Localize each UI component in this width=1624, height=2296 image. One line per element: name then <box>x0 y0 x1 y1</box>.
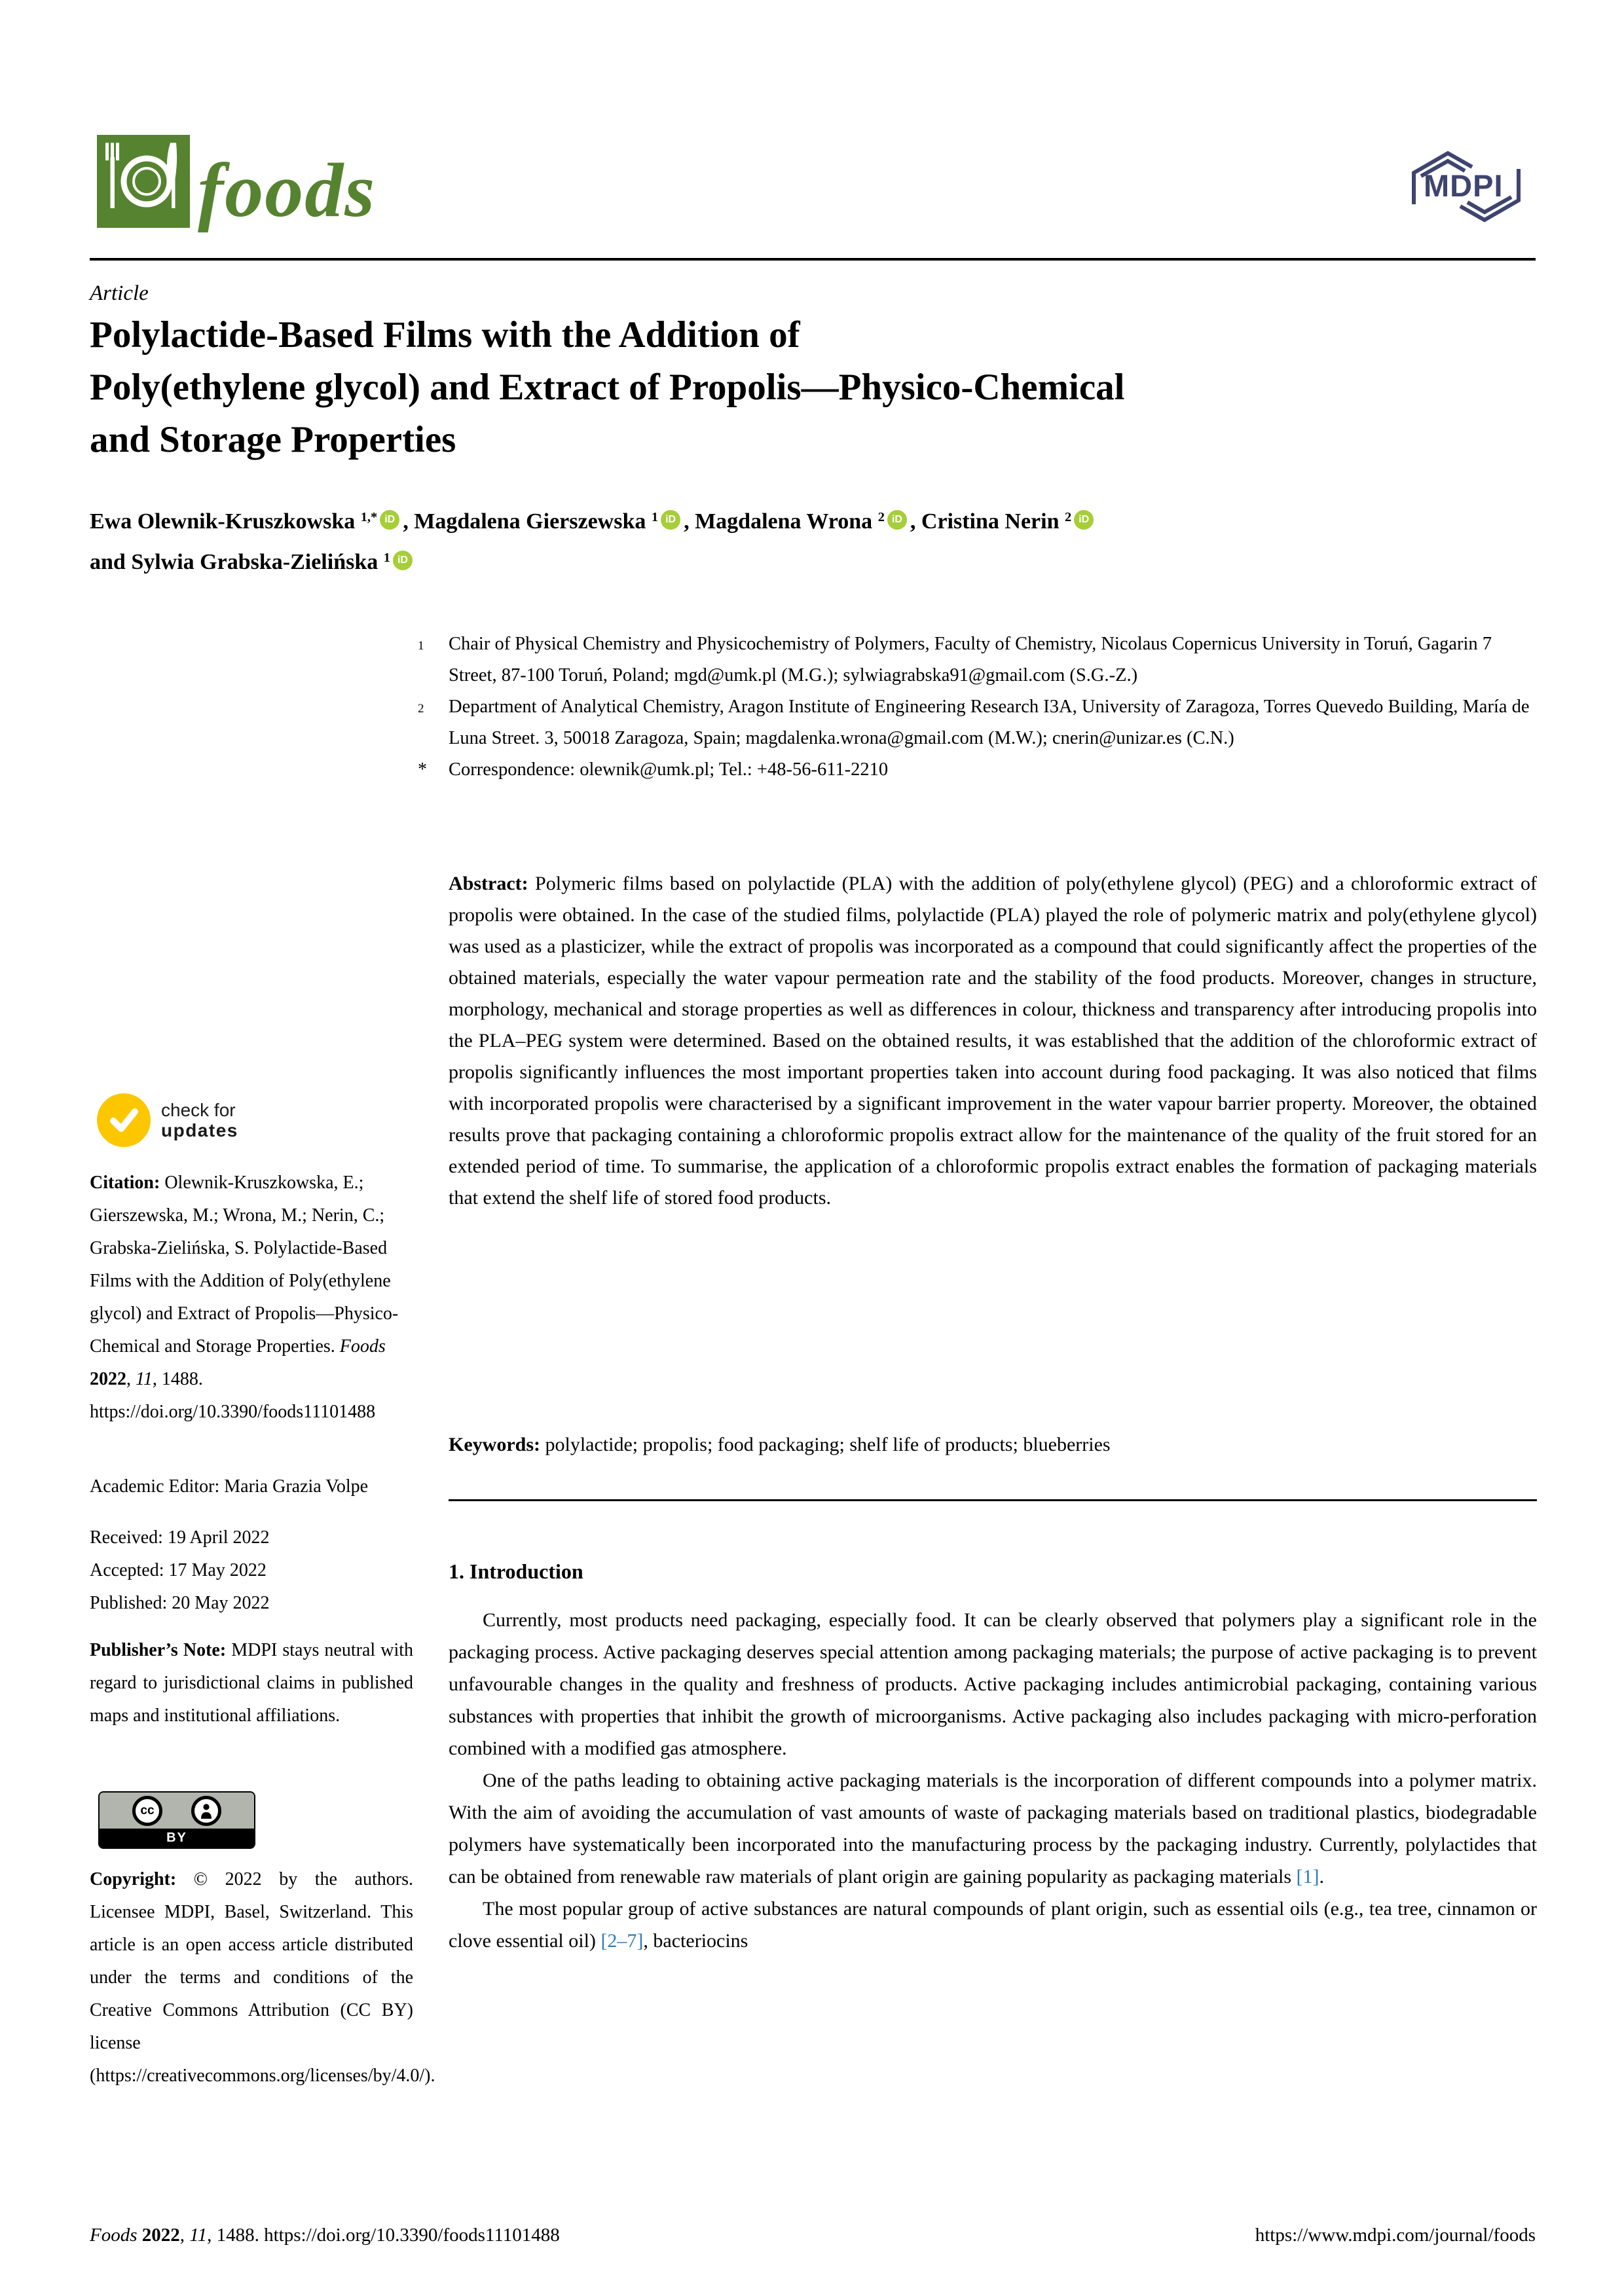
crossmark-label-line-2: updates <box>161 1120 238 1140</box>
section-heading-introduction: 1. Introduction <box>449 1559 583 1583</box>
orcid-icon[interactable]: iD <box>661 510 680 530</box>
published-date: Published: 20 May 2022 <box>90 1593 270 1613</box>
article-title-line-3: and Storage Properties <box>90 419 456 460</box>
foods-logo-icon <box>97 135 190 228</box>
accepted-date: Accepted: 17 May 2022 <box>90 1560 267 1580</box>
publishers-note: Publisher’s Note: MDPI stays neutral with regard to jurisdictional claims in published maps and institutional affiliations. <box>90 1640 414 1726</box>
article-title-line-2: Poly(ethylene glycol) and Extract of Propolis—Physico-Chemical <box>90 367 1125 408</box>
crossmark-label-line-1: check for <box>161 1100 236 1120</box>
person-icon <box>191 1796 221 1826</box>
authors-byline <box>90 503 1576 584</box>
mdpi-logo-icon <box>1408 148 1524 227</box>
reference-link[interactable]: [2–7] <box>600 1930 644 1952</box>
affiliation-marker: 2 <box>418 702 424 716</box>
abstract: Abstract: Polymeric films based on polylactide (PLA) with the addition of poly(ethylene glycol) (PEG) and a chloroformic extract of propolis were obtained. In the case of the studied films, polylactide (PLA) played the role of polymeric matrix and poly(ethylene glycol) was used as a plasticizer, while the extract of propolis was incorporated as a compound that could significantly affect the properties of the obtained materials, especially the water vapour permeation rate and the stability of the food products. Moreover, changes in structure, morphology, mechanical and storage properties as well as differences in colour, thickness and transparency after introducing propolis into the PLA–PEG system were determined. Based on the obtained results, it was established that the addition of the chloroformic extract of propolis significantly influences the most important properties taken into account during food packaging. It was also noticed that films with incorporated propolis were characterised by a significant improvement in the water vapour barrier property. Moreover, the obtained results prove that packaging containing a chloroformic propolis extract allow for the maintenance of the quality of the fruit stored for an extended period of time. To summarise, the application of a chloroformic propolis extract enables the formation of packaging materials that extend the shelf life of stored food products. <box>449 873 1537 1209</box>
authors-line-1: Ewa Olewnik-Kruszkowska $^{1,*}$ iD , Magdalena Gierszewska $^1$ iD , Magdalena Wrona $^2$ iD , Cristina Nerin $^2$ iD <box>90 503 1576 543</box>
body-paragraph: One of the paths leading to obtaining active packaging materials is the incorporation of different compounds into a polymer matrix. With the aim of avoiding the accumulation of vast amounts of waste of packaging materials based on traditional plastics, biodegradable polymers have systematically been incorporated into the manufacturing process by the packaging industry. Currently, polylactides that can be obtained from renewable raw materials of plant origin are gaining popularity as packaging materials [1]. <box>449 1770 1537 1887</box>
article-type-label: Article <box>90 282 149 305</box>
cc-by-license-badge[interactable] <box>98 1791 255 1849</box>
affiliation-item <box>409 754 1561 786</box>
check-for-updates-badge[interactable] <box>97 1093 238 1147</box>
affiliations-block <box>409 629 1561 786</box>
crossmark-check-icon <box>97 1093 151 1147</box>
keywords: Keywords: polylactide; propolis; food packaging; shelf life of products; blueberries <box>449 1434 1111 1455</box>
authors-line-2: and Sylwia Grabska-Zielińska $^1$ iD <box>90 543 1576 584</box>
correspondence-text: Correspondence: olewnik@umk.pl; Tel.: +48-56-611-2210 <box>449 759 889 780</box>
publisher-wordmark: MDPI <box>1424 168 1504 203</box>
affiliation-item <box>409 691 1561 754</box>
introduction-text <box>449 1604 1537 1957</box>
footer-citation: Foods 2022, 11, 1488. https://doi.org/10.3390/foods11101488 <box>90 2225 560 2246</box>
affiliation-text: Department of Analytical Chemistry, Aragon Institute of Engineering Research I3A, University of Zaragoza, Torres Quevedo Building, María de Luna Street. 3, 50018 Zaragoza, Spain; magdalenka.wrona@gmail.com (M.W.); cnerin@unizar.es (C.N.) <box>449 697 1530 748</box>
orcid-icon[interactable]: iD <box>380 510 399 530</box>
copyright-note: Copyright: © 2022 by the authors. Licensee MDPI, Basel, Switzerland. This article is an open access article distributed under the terms and conditions of the Creative Commons Attribution (CC BY) license (https://creativecommons.org/licenses/by/4.0/). <box>90 1869 435 2086</box>
affiliation-marker: 1 <box>418 639 424 653</box>
correspondence-marker: * <box>418 759 427 780</box>
footer-journal-url[interactable]: https://www.mdpi.com/journal/foods <box>1255 2225 1536 2246</box>
article-history <box>90 1522 413 1620</box>
affiliation-item <box>409 629 1561 691</box>
article-title <box>90 309 1576 466</box>
orcid-icon[interactable]: iD <box>393 551 413 570</box>
academic-editor-note: Academic Editor: Maria Grazia Volpe <box>90 1476 369 1497</box>
header-divider <box>90 258 1536 261</box>
journal-wordmark: foods <box>198 147 377 233</box>
body-paragraph: Currently, most products need packaging, especially food. It can be clearly observed that polymers play a significant role in the packaging process. Active packaging deserves special attention among packaging materials; the purpose of active packaging is to prevent unfavourable changes in the quality and freshness of products. Active packaging includes antimicrobial packaging, containing various substances with properties that inhibit the growth of microorganisms. Active packaging also includes packaging with micro-perforation combined with a modified gas atmosphere. <box>449 1609 1537 1759</box>
abstract-divider <box>449 1499 1537 1501</box>
cc-icon: cc <box>132 1796 162 1826</box>
crossmark-label <box>161 1100 238 1140</box>
cc-by-label: BY <box>100 1829 254 1848</box>
affiliation-text: Chair of Physical Chemistry and Physicochemistry of Polymers, Faculty of Chemistry, Nicolaus Copernicus University in Toruń, Gagarin 7 Street, 87-100 Toruń, Poland; mgd@umk.pl (M.G.); sylwiagrabska91@gmail.com (S.G.-Z.) <box>449 634 1492 685</box>
cc-badge-icons <box>100 1793 254 1829</box>
orcid-icon[interactable]: iD <box>1074 510 1094 530</box>
orcid-icon[interactable]: iD <box>887 510 907 530</box>
reference-link[interactable]: [1] <box>1296 1866 1320 1887</box>
citation-note: Citation: Olewnik-Kruszkowska, E.; Gierszewska, M.; Wrona, M.; Nerin, C.; Grabska-Zielińska, S. Polylactide-Based Films with the Addition of Poly(ethylene glycol) and Extract of Propolis—Physico-Chemical and Storage Properties. Foods 2022, 11, 1488. https://doi.org/10.3390/foods11101488 <box>90 1173 399 1422</box>
page-footer <box>90 2225 1536 2246</box>
received-date: Received: 19 April 2022 <box>90 1527 270 1548</box>
body-paragraph: The most popular group of active substances are natural compounds of plant origin, such as essential oils (e.g., tea tree, cinnamon or clove essential oil) [2–7], bacteriocins <box>449 1898 1537 1952</box>
article-title-line-1: Polylactide-Based Films with the Addition of <box>90 314 800 355</box>
